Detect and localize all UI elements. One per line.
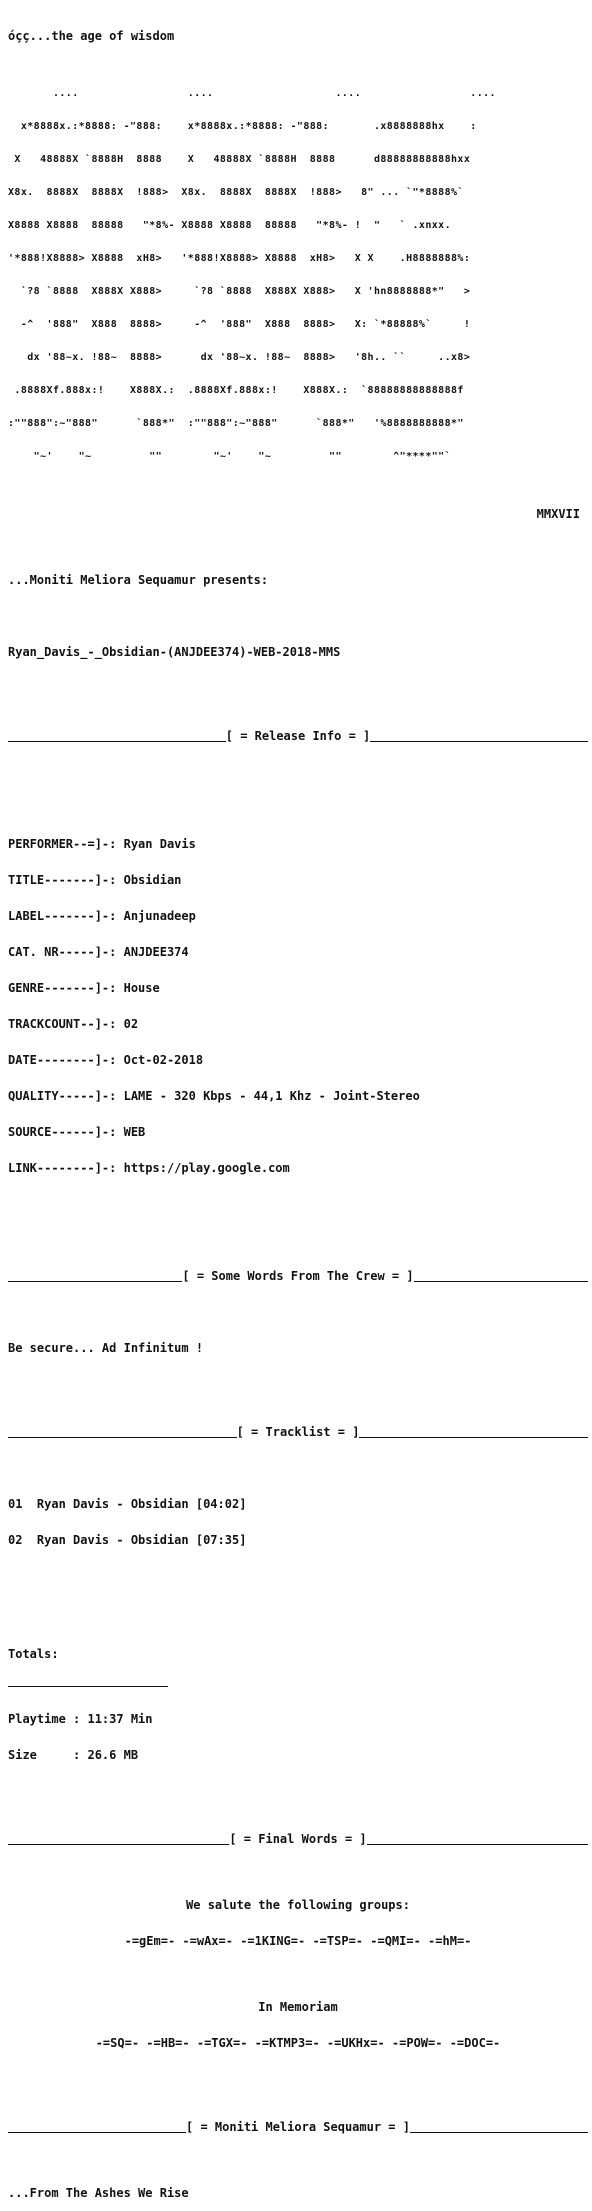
info-value: WEB: [123, 1125, 146, 1139]
ascii-logo-line: .... .... .... ....: [8, 88, 496, 99]
nfo-document: [8, 6, 588, 2211]
tagline: óçç...the age of wisdom: [8, 29, 175, 43]
ascii-logo-line: X8x. 8888X 8888X !888> X8x. 8888X 8888X !888> 8" ... `"*8888%`: [8, 187, 464, 198]
presents-line: ...Moniti Meliora Sequamur presents:: [8, 573, 269, 587]
group-list: -=gEm=- -=wAx=- -=1KING=- -=TSP=- -=QMI=- -=hM=-: [124, 1934, 472, 1948]
info-value: House: [123, 981, 160, 995]
track-row: 02 Ryan Davis - Obsidian [07:35]: [8, 1533, 247, 1547]
closing-line: ...From The Ashes We Rise: [8, 2186, 189, 2200]
info-value: 02: [123, 1017, 139, 1031]
divider: [8, 731, 226, 742]
info-value: https://play.google.com: [123, 1161, 290, 1175]
divider: [8, 2122, 186, 2133]
footer-heading: [8, 2121, 588, 2133]
section-title: [ = Some Words From The Crew = ]: [182, 1269, 414, 1283]
section-title: [ = Final Words = ]: [229, 1832, 367, 1846]
divider: [367, 1834, 588, 1845]
ascii-logo-line: :""888":~"888" `888*" :""888":~"888" `888*" '%8888888888*": [8, 418, 464, 429]
ascii-logo-line: -^ '888" X888 8888> -^ '888" X888 8888> X: `*88888%` !: [8, 319, 471, 330]
info-row-title: [8, 874, 588, 886]
divider: [8, 1271, 182, 1282]
ascii-logo-line: .8888Xf.888x:! X888X.: .8888Xf.888x:! X888X.: `88888888888888f: [8, 385, 464, 396]
track-row: 01 Ryan Davis - Obsidian [04:02]: [8, 1497, 247, 1511]
divider: [410, 2122, 588, 2133]
divider: [8, 1686, 168, 1687]
divider: [414, 1271, 588, 1282]
ascii-logo-line: X 48888X `8888H 8888 X 48888X `8888H 8888 d88888888888hxx: [8, 154, 471, 165]
release-year: MMXVII: [536, 507, 580, 521]
info-row-catalog: [8, 946, 588, 958]
tracklist-heading: [8, 1426, 588, 1438]
info-key: GENRE-------]-:: [8, 981, 124, 995]
info-key: PERFORMER--=]-:: [8, 837, 124, 851]
divider: [8, 1834, 229, 1845]
info-value: Anjunadeep: [123, 909, 196, 923]
final-words-heading: [8, 1833, 588, 1845]
crew-words-text: Be secure... Ad Infinitum !: [8, 1341, 204, 1355]
info-key: LINK--------]-:: [8, 1161, 124, 1175]
ascii-logo-line: `?8 `8888 X888X X888> `?8 `8888 X888X X888> X 'hn8888888*" >: [8, 286, 471, 297]
info-row-quality: [8, 1090, 588, 1102]
info-key: TITLE-------]-:: [8, 873, 124, 887]
info-key: DATE--------]-:: [8, 1053, 124, 1067]
ascii-logo-line: X8888 X8888 88888 "*8%- X8888 X8888 88888 "*8%- ! " ` .xnxx.: [8, 220, 452, 231]
release-name: Ryan_Davis_-_Obsidian-(ANJDEE374)-WEB-2018-MMS: [8, 645, 341, 659]
ascii-logo: [8, 66, 588, 484]
ascii-logo-line: "~' "~ "" "~' "~ "" ^"****""`: [8, 451, 452, 462]
totals-playtime: Playtime : 11:37 Min: [8, 1712, 153, 1726]
divider: [359, 1427, 588, 1438]
info-row-performer: [8, 838, 588, 850]
section-title: [ = Moniti Meliora Sequamur = ]: [186, 2120, 410, 2134]
memoriam-title: In Memoriam: [258, 2000, 338, 2014]
ascii-logo-line: '*888!X8888> X8888 xH8> '*888!X8888> X8888 xH8> X X .H8888888%:: [8, 253, 471, 264]
info-key: SOURCE------]-:: [8, 1125, 124, 1139]
info-value: Obsidian: [123, 873, 182, 887]
crew-words-heading: [8, 1270, 588, 1282]
divider: [8, 1427, 237, 1438]
info-key: LABEL-------]-:: [8, 909, 124, 923]
info-value: Ryan Davis: [123, 837, 196, 851]
memoriam-list: -=SQ=- -=HB=- -=TGX=- -=KTMP3=- -=UKHx=- -=POW=- -=DOC=-: [95, 2036, 501, 2050]
section-title: [ = Tracklist = ]: [236, 1425, 360, 1439]
info-value: Oct-02-2018: [123, 1053, 204, 1067]
info-value: LAME - 320 Kbps - 44,1 Khz - Joint-Stereo: [123, 1089, 420, 1103]
release-info-heading: [8, 730, 588, 742]
salute-line: We salute the following groups:: [186, 1898, 410, 1912]
info-row-genre: [8, 982, 588, 994]
ascii-logo-line: dx '88~x. !88~ 8888> dx '88~x. !88~ 8888> '8h.. `` ..x8>: [8, 352, 471, 363]
info-row-label: [8, 910, 588, 922]
ascii-logo-line: x*8888x.:*8888: -"888: x*8888x.:*8888: -"888: .x8888888hx :: [8, 121, 477, 132]
release-info-list: [8, 814, 588, 1198]
info-row-date: [8, 1054, 588, 1066]
info-key: TRACKCOUNT--]-:: [8, 1017, 124, 1031]
info-key: CAT. NR-----]-:: [8, 945, 124, 959]
info-row-link: [8, 1162, 588, 1174]
info-value: ANJDEE374: [123, 945, 189, 959]
section-title: [ = Release Info = ]: [225, 729, 371, 743]
totals-size: Size : 26.6 MB: [8, 1748, 139, 1762]
info-row-trackcount: [8, 1018, 588, 1030]
info-row-source: [8, 1126, 588, 1138]
divider: [370, 731, 588, 742]
totals-title: Totals:: [8, 1647, 59, 1661]
info-key: QUALITY-----]-:: [8, 1089, 124, 1103]
